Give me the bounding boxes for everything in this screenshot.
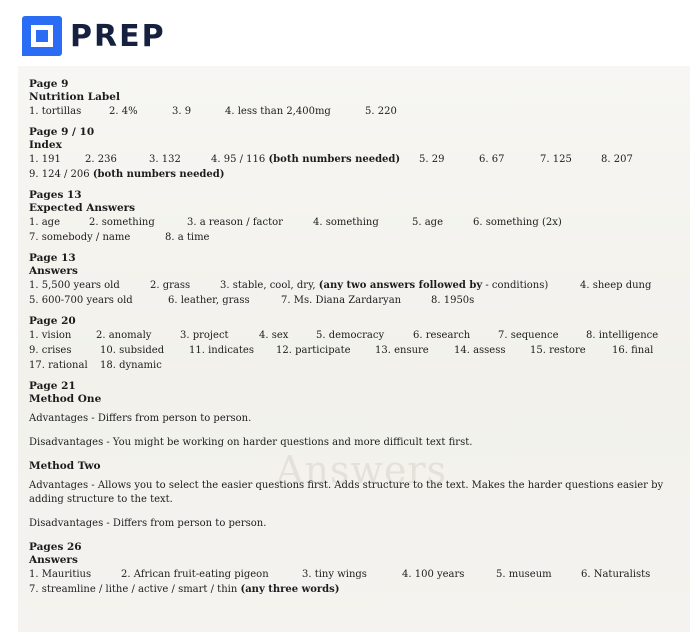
answer-item: 2. 236 [85, 154, 117, 165]
section-subtitle: Nutrition Label [29, 91, 120, 103]
answer-row [29, 582, 689, 597]
paragraph: Disadvantages - You might be working on harder questions and more difficult text first. [29, 437, 473, 448]
answer-item: 2. African fruit-eating pigeon [121, 569, 269, 580]
answer-item: 4. less than 2,400mg [225, 106, 331, 117]
answer-item: 8. a time [165, 232, 210, 243]
answer-item: 2. something [89, 217, 155, 228]
answer-item: 1. age [29, 217, 61, 228]
answer-row [29, 567, 689, 582]
answer-item: 17. rational [29, 360, 88, 371]
answer-item: 1. 191 [29, 154, 61, 165]
answer-item: 5. 29 [419, 154, 445, 165]
answer-item: 6. research [413, 330, 471, 341]
section-title: Page 9 [29, 78, 69, 90]
answer-row [29, 167, 689, 182]
answer-item: 7. 125 [540, 154, 572, 165]
answer-item: 5. age [412, 217, 444, 228]
answer-item: 3. 9 [172, 106, 192, 117]
answer-row [29, 358, 689, 373]
answer-item: 1. tortillas [29, 106, 82, 117]
answer-item: 2. 4% [109, 106, 138, 117]
answer-row [29, 215, 689, 230]
paragraph: Disadvantages - Differs from person to person. [29, 518, 267, 529]
answer-item: 10. subsided [100, 345, 165, 356]
answer-item: 6. something (2x) [473, 217, 562, 228]
section-page-21 [29, 380, 689, 531]
answer-item: 15. restore [530, 345, 586, 356]
watermark-text: Answers [276, 448, 448, 492]
answer-row [29, 104, 689, 119]
paragraph: Advantages - Differs from person to person. [29, 413, 252, 424]
answer-row [29, 328, 689, 343]
section-title: Page 21 [29, 380, 76, 392]
answer-item: 3. 132 [149, 154, 181, 165]
section-page-13 [29, 252, 689, 308]
paragraph: Advantages - Allows you to select the easier questions first. Adds structure to the text. Makes the harder questions easier by adding structure to the text. [29, 480, 664, 505]
answer-item: 9. 124 / 206 (both numbers needed) [29, 169, 225, 180]
section-pages-26 [29, 541, 689, 597]
answer-item: 2. anomaly [96, 330, 152, 341]
section-title: Page 13 [29, 252, 76, 264]
section-subtitle: Index [29, 139, 62, 151]
answer-item: 12. participate [276, 345, 351, 356]
answer-item: 7. sequence [498, 330, 559, 341]
answer-item: 8. intelligence [586, 330, 659, 341]
section-title: Page 9 / 10 [29, 126, 95, 138]
answer-item: 2. grass [150, 280, 191, 291]
answer-item: 5. 220 [365, 106, 397, 117]
answer-item: 5. museum [496, 569, 552, 580]
section-subtitle: Answers [29, 265, 78, 277]
answer-item: 7. somebody / name [29, 232, 131, 243]
section-subtitle: Expected Answers [29, 202, 136, 214]
answer-item: 6. Naturalists [581, 569, 651, 580]
answer-item: 13. ensure [375, 345, 429, 356]
answer-item: 4. sheep dung [580, 280, 652, 291]
section-subtitle: Method One [29, 393, 102, 405]
answer-item: 3. tiny wings [302, 569, 367, 580]
answer-item: 4. 95 / 116 (both numbers needed) [211, 154, 401, 165]
section-subtitle: Method Two [29, 460, 101, 472]
answer-key [29, 78, 689, 604]
section-page-9 [29, 78, 689, 119]
prep-logo-text: PREP [70, 18, 166, 54]
answer-item: 5. 600-700 years old [29, 295, 133, 306]
answer-item: 11. indicates [189, 345, 254, 356]
section-page-9-10 [29, 126, 689, 182]
answer-row [29, 152, 689, 167]
section-title: Pages 26 [29, 541, 82, 553]
answer-item: 1. 5,500 years old [29, 280, 120, 291]
answer-item: 8. 207 [601, 154, 633, 165]
answer-item: 1. Mauritius [29, 569, 92, 580]
answer-item: 3. a reason / factor [187, 217, 283, 228]
answer-row [29, 343, 689, 358]
prep-logo-icon [22, 16, 62, 56]
answer-row [29, 293, 689, 308]
answer-item: 16. final [612, 345, 654, 356]
answer-item: 4. sex [259, 330, 289, 341]
answer-item: 7. Ms. Diana Zardaryan [281, 295, 402, 306]
answer-item: 6. leather, grass [168, 295, 250, 306]
answer-item: 5. democracy [316, 330, 385, 341]
answer-item: 18. dynamic [100, 360, 162, 371]
section-title: Page 20 [29, 315, 76, 327]
answer-item: 8. 1950s [431, 295, 475, 306]
answer-item: 6. 67 [479, 154, 505, 165]
answer-item: 9. crises [29, 345, 72, 356]
answer-item: 4. 100 years [402, 569, 465, 580]
answer-item: 4. something [313, 217, 379, 228]
answer-item: 3. stable, cool, dry, (any two answers followed by - conditions) [220, 280, 549, 291]
answer-row [29, 278, 689, 293]
section-title: Pages 13 [29, 189, 82, 201]
answer-row [29, 230, 689, 245]
answer-item: 1. vision [29, 330, 72, 341]
answer-item: 7. streamline / lithe / active / smart / thin (any three words) [29, 584, 340, 595]
answer-item: 3. project [180, 330, 229, 341]
section-pages-13-expected [29, 189, 689, 245]
prep-logo [22, 16, 166, 56]
section-page-20 [29, 315, 689, 373]
section-subtitle: Answers [29, 554, 78, 566]
answer-item: 14. assess [454, 345, 506, 356]
